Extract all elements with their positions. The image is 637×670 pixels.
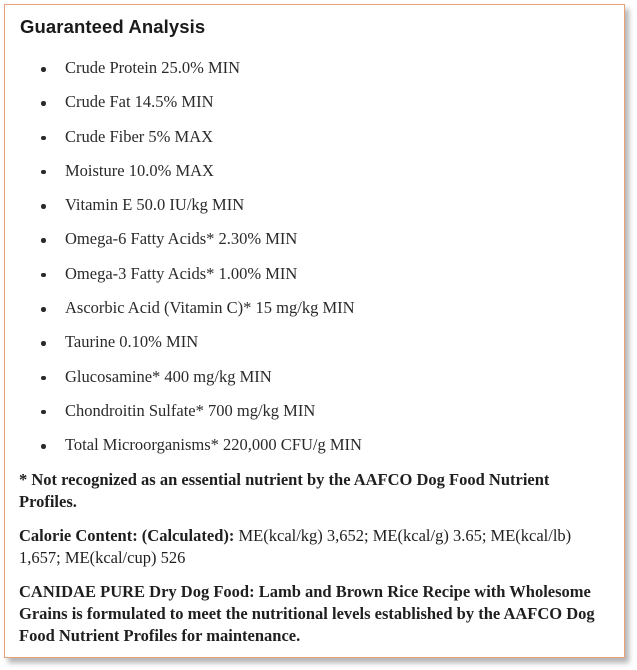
list-item-text: Vitamin E 50.0 IU/kg MIN: [65, 195, 245, 215]
bullet-icon: [41, 170, 46, 175]
footnote: * Not recognized as an essential nutrient by the AAFCO Dog Food Nutrient Profiles.: [19, 470, 550, 511]
list-item-text: Total Microorganisms* 220,000 CFU/g MIN: [65, 435, 362, 455]
list-item-text: Chondroitin Sulfate* 700 mg/kg MIN: [65, 400, 316, 420]
list-item-text: Ascorbic Acid (Vitamin C)* 15 mg/kg MIN: [65, 298, 355, 318]
list-item-text: Crude Protein 25.0% MIN: [65, 58, 241, 77]
section-heading: Guaranteed Analysis: [20, 16, 206, 37]
bullet-icon: [41, 376, 46, 381]
list-item-text: Glucosamine* 400 mg/kg MIN: [65, 366, 272, 386]
bullet-icon: [41, 307, 46, 312]
bullet-icon: [41, 410, 46, 415]
bullet-icon: [41, 238, 46, 243]
list-item-text: Omega-6 Fatty Acids* 2.30% MIN: [65, 229, 298, 249]
calorie-content-label: Calorie Content: (Calculated):: [19, 526, 235, 545]
bullet-icon: [41, 273, 46, 278]
bullet-icon: [41, 341, 46, 346]
aafco-statement: CANIDAE PURE Dry Dog Food: Lamb and Brown Rice Recipe with Wholesome Grains is formulated to meet the nutritional levels established by the AAFCO Dog Food Nutrient Profiles for maintenance.: [19, 582, 595, 645]
list-item-text: Omega-3 Fatty Acids* 1.00% MIN: [65, 263, 298, 283]
bullet-icon: [41, 444, 46, 449]
bullet-icon: [41, 136, 46, 141]
calorie-content-value: ME(kcal/kg) 3,652; ME(kcal/g) 3.65; ME(kcal/lb) 1,657; ME(kcal/cup) 526: [19, 526, 572, 567]
list-item-text: Moisture 10.0% MAX: [65, 160, 214, 180]
bullet-icon: [41, 101, 46, 106]
list-item-text: Crude Fiber 5% MAX: [65, 126, 214, 146]
list-item-text: Crude Fat 14.5% MIN: [65, 92, 214, 112]
calorie-content: [19, 525, 579, 569]
bullet-icon: [41, 204, 46, 209]
bullet-icon: [41, 67, 46, 72]
list-item-text: Taurine 0.10% MIN: [65, 332, 199, 352]
guaranteed-analysis-panel: [4, 4, 625, 658]
